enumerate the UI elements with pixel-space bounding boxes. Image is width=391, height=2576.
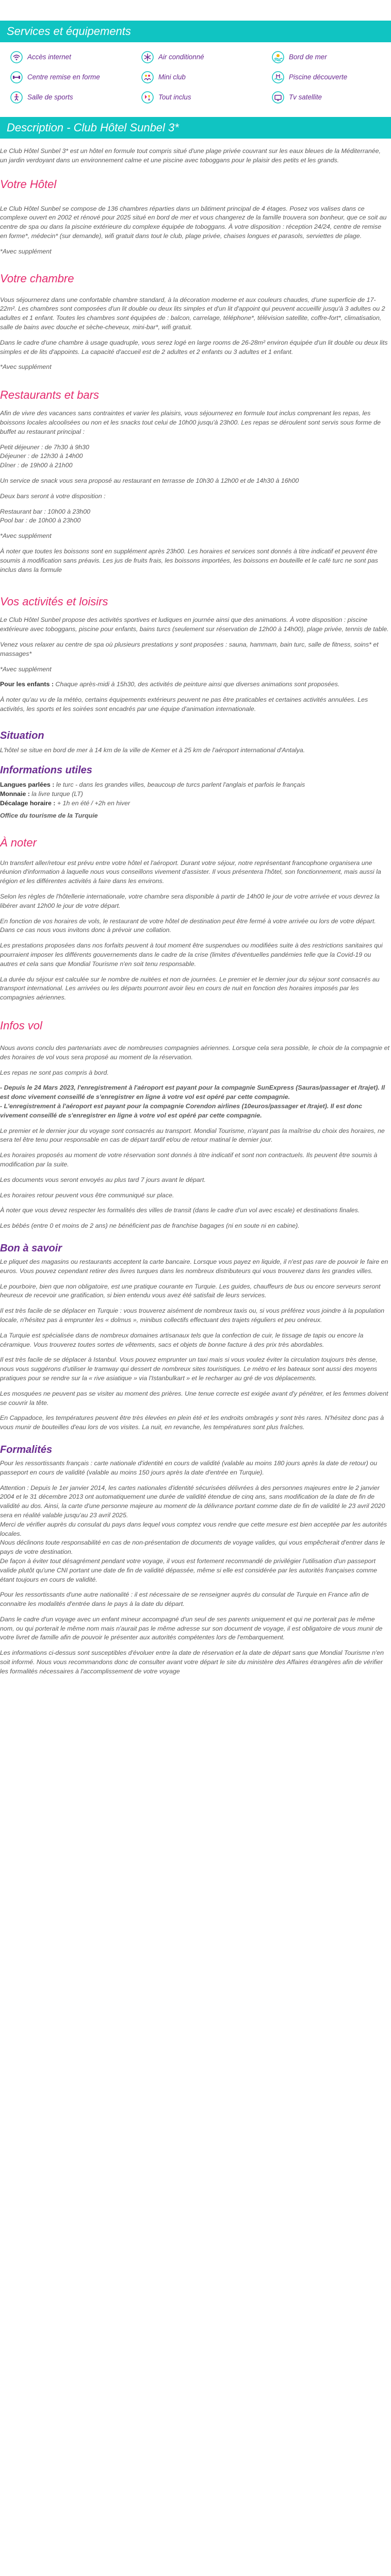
formalities-text-3: Merci de vérifier auprès du consulat du pays dans lequel vous comptez vous rendre que cette mesure est bien acceptée par les autorités locales. bbox=[0, 1520, 387, 1537]
description-content bbox=[0, 139, 391, 1687]
all-inclusive-icon bbox=[141, 91, 154, 104]
formalities-title: Formalités bbox=[0, 1444, 53, 1455]
kids-activities bbox=[0, 680, 389, 689]
knowing-title: Bon à savoir bbox=[0, 1242, 62, 1254]
wifi-icon bbox=[10, 51, 23, 63]
formalities-text-4: Nous déclinons toute responsabilité en cas de non-présentation de documents de voyage valides, qui vous empêcherait d'entrer dans le pays de votre destination. bbox=[0, 1539, 385, 1556]
knowing-text-7: En Cappadoce, les températures peuvent être très élevées en plein été et les endroits ombragés y sont très rares. N'hésitez donc pas à vous munir de bouteilles d'eau lors de vos visites. La nuit, en revanche, les températures sont plus fraîches. bbox=[0, 1414, 384, 1431]
useful-title: Informations utiles bbox=[0, 765, 92, 776]
note-text-4: Les prestations proposées dans nos forfaits peuvent à tout moment être suspendues ou modifiées suite à des restrictions sanitaires qui pourraient imposer les différents gouvernements dans le cadre de la crise (limites d'éventuelles pandémies telle que la Covid-19 ou autres et cela sans que Mondial Tourisme n'en soit tenu responsable. bbox=[0, 942, 383, 968]
kids-text: Chaque après-midi à 15h30, des activités de peinture ainsi que diverses animations sont proposées. bbox=[53, 681, 340, 688]
money-label: Monnaie : bbox=[0, 790, 30, 798]
flights-text-6: Les horaires proposés au moment de votre réservation sont donnés à titre indicatif et sont non contractuels. Ils peuvent être soumis à modification par la suite. bbox=[0, 1151, 378, 1168]
money-text: la livre turque (LT) bbox=[29, 790, 83, 798]
room-text-1: Vous séjournerez dans une confortable chambre standard, à la décoration moderne et aux couleurs chaudes, d'une superficie de 17-22m². Les chambres sont composées d'un lit double ou deux lits simples et d'un lit d'appoint qui peuvent accueillir jusqu'à 3 adultes ou 2 adultes et 1 enfant. Toutes les chambres sont équipées de : balcon, carrelage, téléphone*, télévision satellite, coffre-fort*, climatisation, salle de bains avec douche et sèche-cheveux, mini-bar*, wifi gratuit. bbox=[0, 296, 385, 331]
amenities-grid bbox=[0, 42, 391, 104]
description-section bbox=[0, 104, 391, 139]
flights-text-8: Les horaires retour peuvent vous être communiqué sur place. bbox=[0, 1191, 174, 1199]
amenity-internet bbox=[10, 50, 141, 64]
location-title: Situation bbox=[0, 730, 44, 741]
money-line bbox=[0, 790, 389, 799]
note-text-2: Selon les règles de l'hôtellerie internationale, votre chambre sera disponible à partir de 14h00 le jour de votre arrivée et vous devrez la libérer avant 12h00 le jour de votre départ. bbox=[0, 893, 380, 909]
formalities-text-7: Dans le cadre d'un voyage avec un enfant mineur accompagné d'un seul de ses parents uniquement et qui ne porterait pas le même nom, ou qui porterait le même nom mais n'aurait pas le même adresse sur son document de voyage, il est obligatoire de vous munir de votre livret de famille afin de pouvoir le présenter aux autorités compétentes lors de l'embarquement. bbox=[0, 1615, 383, 1641]
flights-text-9: À noter que vous devez respecter les formalités des villes de transit (dans le cadre d'un vol avec escale) et destinations finales. bbox=[0, 1207, 360, 1214]
restaurants-text-1: Afin de vivre des vacances sans contraintes et varier les plaisirs, vous séjournerez en formule tout inclus comprenant les repas, les boissons locales alcoolisées ou non et les snacks tout celui de 10h00 jusqu'à 23h00. Les repas se déroulent sont servis sous forme de buffet au restaurant principal : bbox=[0, 410, 381, 435]
time-text: + 1h en été / +2h en hiver bbox=[55, 800, 131, 807]
languages-line bbox=[0, 781, 389, 790]
activities-text-1: Le Club Hôtel Sunbel propose des activités sportives et ludiques en journée ainsi que des animations. À votre disposition : piscine extérieure avec toboggans, piscine pour enfants, bains turcs (seulement sur réservation de 12h00 à 14h00), plage privée, tennis de table. bbox=[0, 616, 389, 633]
flights-title: Infos vol bbox=[0, 1019, 42, 1032]
knowing-text-5: Il est très facile de se déplacer à Istanbul. Vous pouvez emprunter un taxi mais si vous voulez éviter la circulation toujours très dense, nous vous suggérons d'utiliser le tramway qui dessert de nombreux sites touristiques. Le métro et les bateaux sont aussi des moyens pratiques pour se rendre sur la « rive asiatique » via l'Istanbulkart » et le recharger au gré de vos déplacements. bbox=[0, 1356, 378, 1382]
dinner-hours: Dîner : de 19h00 à 21h00 bbox=[0, 462, 73, 469]
knowing-text-3: Il est très facile de se déplacer en Turquie : vous trouverez aisément de nombreux taxis ou, si vous préférez vous joindre à la population locale, n'hésitez pas à emprunter les « dolmus », minibus collectifs effectuant des trajets réguliers et peu onéreux. bbox=[0, 1307, 384, 1324]
activities-title: Vos activités et loisirs bbox=[0, 595, 108, 608]
room-text-2: Dans le cadre d'une chambre à usage quadruple, vous serez logé en large rooms de 26-28m² environ équipée d'un lit double ou deux lits simples et de lits d'appoints. La capacité d'accueil est de 2 adultes et 2 enfants ou 3 adultes et 1 enfant. bbox=[0, 338, 388, 355]
flights-text-5: Le premier et le dernier jour du voyage sont consacrés au transport. Mondial Tourisme, n'ayant pas la maîtrise du choix des horaires, ne sera tel être tenu pour responsable en cas de départ tardif et/ou de retour matinal le dernier jour. bbox=[0, 1127, 385, 1144]
time-line bbox=[0, 799, 389, 808]
activities-text-2: Venez vous relaxer au centre de spa où plusieurs prestations y sont proposées : sauna, hammam, bain turc, salle de fitness, soins* et massages* bbox=[0, 640, 379, 657]
amenity-seaside bbox=[272, 50, 391, 64]
lunch-hours: Déjeuner : de 12h30 à 14h00 bbox=[0, 452, 83, 460]
amenity-label: Piscine découverte bbox=[289, 73, 348, 81]
flights-text-1: Nous avons conclu des partenariats avec de nombreuses compagnies aériennes. Lorsque cela sera possible, le choix de la compagnie et des horaires de vol vous sera proposé au moment de la réservation. bbox=[0, 1044, 389, 1061]
services-section bbox=[0, 0, 391, 104]
note-text-3: En fonction de vos horaires de vols, le restaurant de votre hôtel de destination peut être fermé à votre arrivée ou lors de votre départ. Dans ce cas nous vous invitons donc à prévoir une collation. bbox=[0, 917, 376, 934]
amenity-outdoor-pool bbox=[272, 71, 391, 84]
flights-text-10: Les bébés (entre 0 et moins de 2 ans) ne bénéficient pas de franchise bagages (ni en soute ni en cabine). bbox=[0, 1222, 300, 1230]
amenity-all-inclusive bbox=[141, 91, 272, 104]
time-label: Décalage horaire : bbox=[0, 800, 56, 807]
hotel-title: Votre Hôtel bbox=[0, 177, 57, 191]
services-title: Services et équipements bbox=[0, 21, 391, 42]
note-title: À noter bbox=[0, 836, 37, 849]
amenity-label: Centre remise en forme bbox=[27, 73, 100, 81]
flights-sunexpress-note: - Depuis le 24 Mars 2023, l'enregistrement à l'aéroport est payant pour la compagnie SunExpress (Sauras/passager et /trajet). Il est donc vivement conseillé de s'enregistrer en ligne à votre vol est opéré par cette compagnie. bbox=[0, 1084, 385, 1101]
room-note: *Avec supplément bbox=[0, 363, 52, 371]
location-text: L'hôtel se situe en bord de mer à 14 km de la ville de Kemer et à 25 km de l'aéroport international d'Antalya. bbox=[0, 746, 305, 754]
flights-text-2: Les repas ne sont pas compris à bord. bbox=[0, 1069, 109, 1076]
activities-text-3: À noter qu'au vu de la météo, certains équipements extérieurs peuvent ne pas être praticables et certaines activités annulées. Les activités, les sports et les soirées sont encadrés par une équipe d'animation internationale. bbox=[0, 696, 368, 713]
tv-icon bbox=[272, 91, 284, 104]
room-title: Votre chambre bbox=[0, 272, 74, 285]
restaurants-note: *Avec supplément bbox=[0, 532, 52, 540]
formalities-text-1: Pour les ressortissants français : carte nationale d'identité en cours de validité (valable au moins 180 jours après la date de retour) ou passeport en cours de validité (valable au moins 150 jours après la date d'entrée en Turquie). bbox=[0, 1459, 378, 1476]
activities-note: *Avec supplément bbox=[0, 665, 52, 673]
restaurants-text-4: À noter que toutes les boissons sont en supplément après 23h00. Les horaires et services sont donnés à titre indicatif et peuvent être soumis à modification sans préavis. Les jus de fruits frais, les boissons importées, les boissons en bouteille et le café turc ne sont pas inclus dans la formule bbox=[0, 547, 378, 573]
dumbbell-icon bbox=[10, 71, 23, 83]
amenity-label: Bord de mer bbox=[289, 53, 327, 61]
sun-waves-icon bbox=[272, 51, 284, 63]
amenity-label: Salle de sports bbox=[27, 93, 73, 101]
amenity-label: Accès internet bbox=[27, 53, 71, 61]
tourism-office-link[interactable]: Office du tourisme de la Turquie bbox=[0, 811, 98, 819]
formalities-text-2: Attention : Depuis le 1er janvier 2014, les cartes nationales d'identité sécurisées délivrées à des personnes majeures entre le 2 janvier 2004 et le 31 décembre 2013 ont automatiquement une durée de validité étendue de cinq ans, sans modification de la date de fin de validité au dos. Ainsi, la carte d'une personne majeure au moment de la délivrance portant comme date de fin de validité le 23 avril 2020 sera en réalité valable jusqu'au 23 avril 2025. bbox=[0, 1484, 385, 1519]
knowing-text-6: Les mosquées ne peuvent pas se visiter au moment des prières. Une tenue correcte est exigée avant d'y pénétrer, et les femmes doivent se couvrir la tête. bbox=[0, 1389, 388, 1406]
restaurants-title: Restaurants et bars bbox=[0, 388, 99, 402]
note-text-1: Un transfert aller/retour est prévu entre votre hôtel et l'aéroport. Durant votre séjour, notre représentant francophone organisera une réunion d'information à laquelle nous vous conseillons vivement d'assister. Il vous présentera l'hôtel, son fonctionnement, mais aussi la région et les différentes activités à faire dans les environs. bbox=[0, 859, 381, 885]
amenity-fitness-center bbox=[10, 71, 141, 84]
bar-pool: Pool bar : de 10h00 à 23h00 bbox=[0, 517, 81, 524]
knowing-text-4: La Turquie est spécialisée dans de nombreux domaines artisanaux tels que la confection de cuir, le tissage de tapis ou encore la céramique. Vous trouverez toutes sortes de vêtements, sacs et objets de bonne facture à des prix très abordables. bbox=[0, 1331, 364, 1348]
hotel-note: *Avec supplément bbox=[0, 247, 52, 255]
breakfast-hours: Petit déjeuner : de 7h30 à 9h30 bbox=[0, 443, 89, 451]
gym-icon bbox=[10, 91, 23, 104]
description-intro: Le Club Hôtel Sunbel 3* est un hôtel en formule tout compris situé d'une plage privée couvrant sur les eaux bleues de la Méditerranée, un jardin verdoyant dans un environnement calme et une piscine avec toboggans pour le plaisir des petits et les grands. bbox=[0, 147, 381, 164]
knowing-text-1: Le pliquet des magasins ou restaurants acceptent la carte bancaire. Lorsque vous payez en liquide, il n'est pas rare de pouvoir le faire en euros. Vous pouvez cependant retirer des livres turques dans les nombreux distributeurs qui vous trouverez dans les grandes villes. bbox=[0, 1258, 388, 1275]
formalities-text-6: Pour les ressortissants d'une autre nationalité : il est nécessaire de se renseigner auprès du consulat de Turquie en France afin de connaitre les modalités d'entrée dans le pays à la date du départ. bbox=[0, 1591, 369, 1608]
languages-label: Langues parlées : bbox=[0, 781, 55, 789]
amenity-mini-club bbox=[141, 71, 272, 84]
amenity-gym bbox=[10, 91, 141, 104]
amenity-label: Mini club bbox=[158, 73, 186, 81]
kids-label: Pour les enfants : bbox=[0, 681, 54, 688]
amenity-satellite-tv bbox=[272, 91, 391, 104]
pool-icon bbox=[272, 71, 284, 83]
kids-club-icon bbox=[141, 71, 154, 83]
formalities-text-5: De façon à éviter tout désagrément pendant votre voyage, il vous est fortement recommandé de privilégier l'utilisation d'un passeport valide plutôt qu'une CNI portant une date de fin de validité dépassée, même si elle est considérée par les autorités françaises comme étant toujours en cours de validité. bbox=[0, 1557, 378, 1583]
formalities-text-8: Les informations ci-dessus sont susceptibles d'évoluer entre la date de réservation et la date de départ sans que Mondial Tourisme n'en soit informé. Nous vous recommandons donc de consulter avant votre départ le site du ministère des Affaires étrangères afin de vérifier les formalités nécessaires à l'accomplissement de votre voyage bbox=[0, 1649, 384, 1675]
knowing-text-2: Le pourboire, bien que non obligatoire, est une pratique courante en Turquie. Les guides, chauffeurs de bus ou encore serveurs seront heureux de recevoir une gratification, si bien entendu vous avez été satisfait de leurs services. bbox=[0, 1282, 381, 1299]
bar-restaurant: Restaurant bar : 10h00 à 23h00 bbox=[0, 507, 90, 515]
description-title: Description - Club Hôtel Sunbel 3* bbox=[0, 117, 391, 139]
snowflake-icon bbox=[141, 51, 154, 63]
bars-intro: Deux bars seront à votre disposition : bbox=[0, 492, 106, 500]
amenity-air-conditioning bbox=[141, 50, 272, 64]
flights-text-7: Les documents vous seront envoyés au plus tard 7 jours avant le départ. bbox=[0, 1176, 206, 1183]
note-text-5: La durée du séjour est calculée sur le nombre de nuitées et non de journées. Le premier et le dernier jour du séjour sont consacrés au transport international. Les arrivées ou les départs pourront avoir lieu en cours de nuit en fonction des horaires imposés par les compagnies aériennes. bbox=[0, 975, 380, 1002]
hotel-text: Le Club Hôtel Sunbel se compose de 136 chambres réparties dans un bâtiment principal de 4 étages. Posez vos valises dans ce complexe ouvert en 2002 et rénové pour 2025 situé en bord de mer et vous changerez de la famille trouvera son bonheur, que ce soit au centre de spa ou dans la piscine extérieure du complexe équipée de toboggans. À votre disposition : réception 24/24, centre de remise en forme*, médecin* (sur demande), wifi gratuit dans tout le club, plage privée, chaises longues et parasols, serviettes de plage. bbox=[0, 205, 387, 240]
amenity-label: Tout inclus bbox=[158, 93, 191, 101]
amenity-label: Tv satellite bbox=[289, 93, 322, 101]
snack-text: Un service de snack vous sera proposé au restaurant en terrasse de 10h30 à 12h00 et de 14h30 à 16h00 bbox=[0, 477, 299, 484]
amenity-label: Air conditionné bbox=[158, 53, 204, 61]
flights-corendon-note: - L'enregistrement à l'aéroport est payant pour la compagnie Corendon airlines (10euros/passager et /trajet). Il est donc vivement conseillé de s'enregistrer en ligne à votre vol est opéré par cette compagnie. bbox=[0, 1103, 363, 1119]
languages-text: le turc - dans les grandes villes, beaucoup de turcs parlent l'anglais et parfois le français bbox=[54, 781, 305, 789]
